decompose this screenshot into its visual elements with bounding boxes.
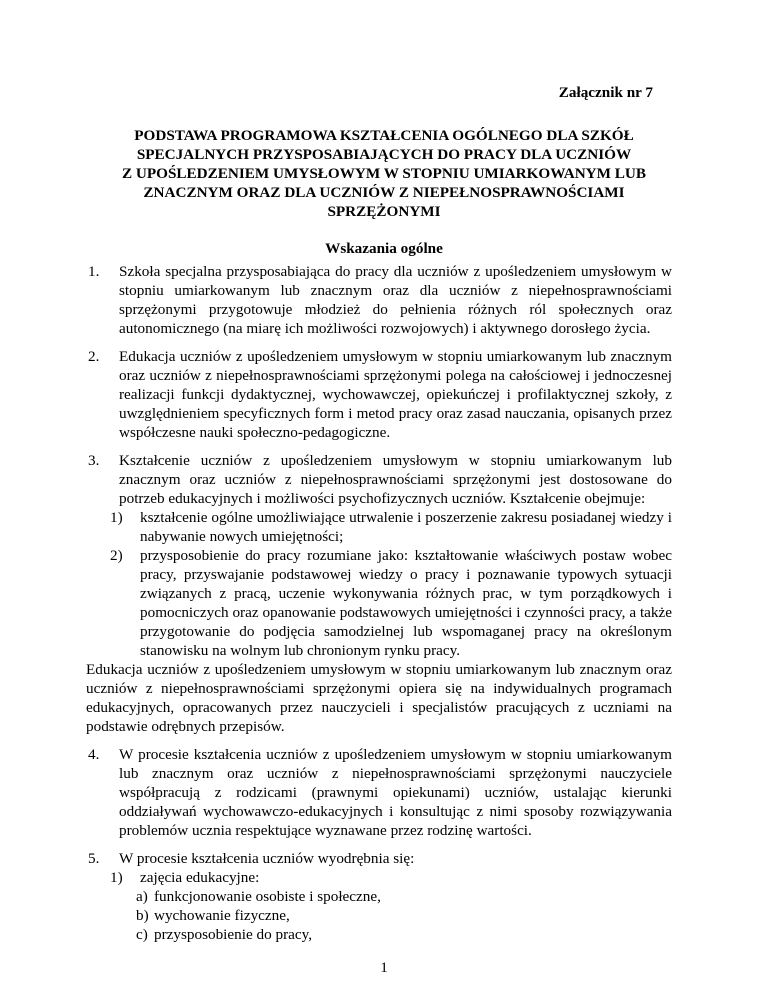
document-body bbox=[88, 262, 672, 944]
subitem-number: 2) bbox=[110, 547, 123, 564]
subitem-number: 1) bbox=[110, 509, 123, 526]
subitem-number: 1) bbox=[110, 869, 123, 886]
letter-text: wychowanie fizyczne, bbox=[154, 907, 290, 924]
letter-item bbox=[101, 887, 672, 906]
title-line: SPRZĘŻONYMI bbox=[327, 203, 441, 220]
item-number: 1. bbox=[88, 263, 100, 280]
list-item-4 bbox=[88, 745, 672, 840]
title-line: ZNACZNYM ORAZ DLA UCZNIÓW Z NIEPEŁNOSPRAWNOŚCIAMI bbox=[143, 184, 625, 201]
annex-label: Załącznik nr 7 bbox=[558, 84, 653, 101]
letter-list bbox=[88, 887, 672, 944]
title-line: PODSTAWA PROGRAMOWA KSZTAŁCENIA OGÓLNEGO DLA SZKÓŁ bbox=[134, 127, 634, 144]
sublist bbox=[88, 508, 672, 660]
item-number: 3. bbox=[88, 452, 100, 469]
list-item-1 bbox=[88, 262, 672, 338]
letter-marker: b) bbox=[136, 907, 149, 924]
title-line: Z UPOŚLEDZENIEM UMYSŁOWYM W STOPNIU UMIARKOWANYM LUB bbox=[121, 165, 647, 182]
item-number: 4. bbox=[88, 746, 100, 763]
letter-marker: c) bbox=[136, 926, 148, 943]
item-text: W procesie kształcenia uczniów z upośledzeniem umysłowym w stopniu umiarkowanym lub znacznym oraz uczniów z niepełnosprawnościami sprzężonymi nauczyciele współpracują z rodzicami (prawnymi opiekunami) uczniów, ustalając kierunki oddziaływań wychowawczo-edukacyjnych i konsultując z nimi sposoby rozwiązywania problemów ucznia respektujące wyznawane przez rodzinę wartości. bbox=[119, 746, 672, 839]
list-item-3 bbox=[88, 451, 672, 508]
item-text: W procesie kształcenia uczniów wyodrębnia się: bbox=[119, 850, 415, 867]
letter-text: przysposobienie do pracy, bbox=[154, 926, 313, 943]
sublist-item bbox=[101, 868, 672, 887]
letter-item bbox=[101, 925, 672, 944]
subitem-text: zajęcia edukacyjne: bbox=[140, 869, 260, 886]
letter-text: funkcjonowanie osobiste i społeczne, bbox=[154, 888, 381, 905]
page-number: 1 bbox=[380, 959, 388, 976]
item-number: 5. bbox=[88, 850, 100, 867]
list-item-2 bbox=[88, 347, 672, 442]
section-heading: Wskazania ogólne bbox=[325, 240, 443, 257]
subitem-text: przysposobienie do pracy rozumiane jako: kształtowanie właściwych postaw wobec pracy, przyswajanie podstawowej wiedzy o pracy i poznawanie typowych sytuacji związanych z pracą, uczenie wykonywania różnych prac, w tym porządkowych i pomocniczych oraz opanowanie podstawowych umiejętności i czynności pracy, a także przygotowanie do podjęcia samodzielnej lub wspomaganej pracy na określonym stanowisku na wolnym lub chronionym rynku pracy. bbox=[140, 547, 672, 659]
sublist-item bbox=[101, 508, 672, 546]
letter-item bbox=[101, 906, 672, 925]
item-text: Kształcenie uczniów z upośledzeniem umysłowym w stopniu umiarkowanym lub znacznym oraz uczniów z niepełnosprawnościami sprzężonymi jest dostosowane do potrzeb edukacyjnych i możliwości psychofizycznych uczniów. Kształcenie obejmuje: bbox=[119, 452, 672, 507]
body-paragraph: Edukacja uczniów z upośledzeniem umysłowym w stopniu umiarkowanym lub znacznym oraz uczniów z niepełnosprawnościami sprzężonymi opiera się na indywidualnych programach edukacyjnych, opracowanych przez nauczycieli i specjalistów pracujących z uczniami na podstawie odrębnych przepisów. bbox=[86, 661, 672, 735]
subitem-text: kształcenie ogólne umożliwiające utrwalenie i poszerzenie zakresu posiadanej wiedzy i nabywanie nowych umiejętności; bbox=[140, 509, 672, 545]
item-text: Edukacja uczniów z upośledzeniem umysłowym w stopniu umiarkowanym lub znacznym oraz uczniów z niepełnosprawnościami sprzężonymi polega na całościowej i jednoczesnej realizacji funkcji dydaktycznej, wychowawczej, opiekuńczej i profilaktycznej szkoły, z uwzględnieniem specyficznych form i metod pracy oraz zasad nauczania, opisanych przez współczesne nauki społeczno-pedagogiczne. bbox=[119, 348, 672, 441]
item-number: 2. bbox=[88, 348, 100, 365]
list-item-5 bbox=[88, 849, 672, 868]
document-title bbox=[100, 126, 668, 221]
item-text: Szkoła specjalna przysposabiająca do pracy dla uczniów z upośledzeniem umysłowym w stopniu umiarkowanym lub znacznym oraz dla uczniów z niepełnosprawnościami sprzężonymi przygotowuje młodzież do pełnienia różnych ról społecznych oraz autonomicznego (na miarę ich możliwości rozwojowych) i aktywnego dorosłego życia. bbox=[119, 263, 672, 337]
letter-marker: a) bbox=[136, 888, 148, 905]
title-line: SPECJALNYCH PRZYSPOSABIAJĄCYCH DO PRACY DLA UCZNIÓW bbox=[136, 146, 632, 163]
sublist-item bbox=[101, 546, 672, 660]
